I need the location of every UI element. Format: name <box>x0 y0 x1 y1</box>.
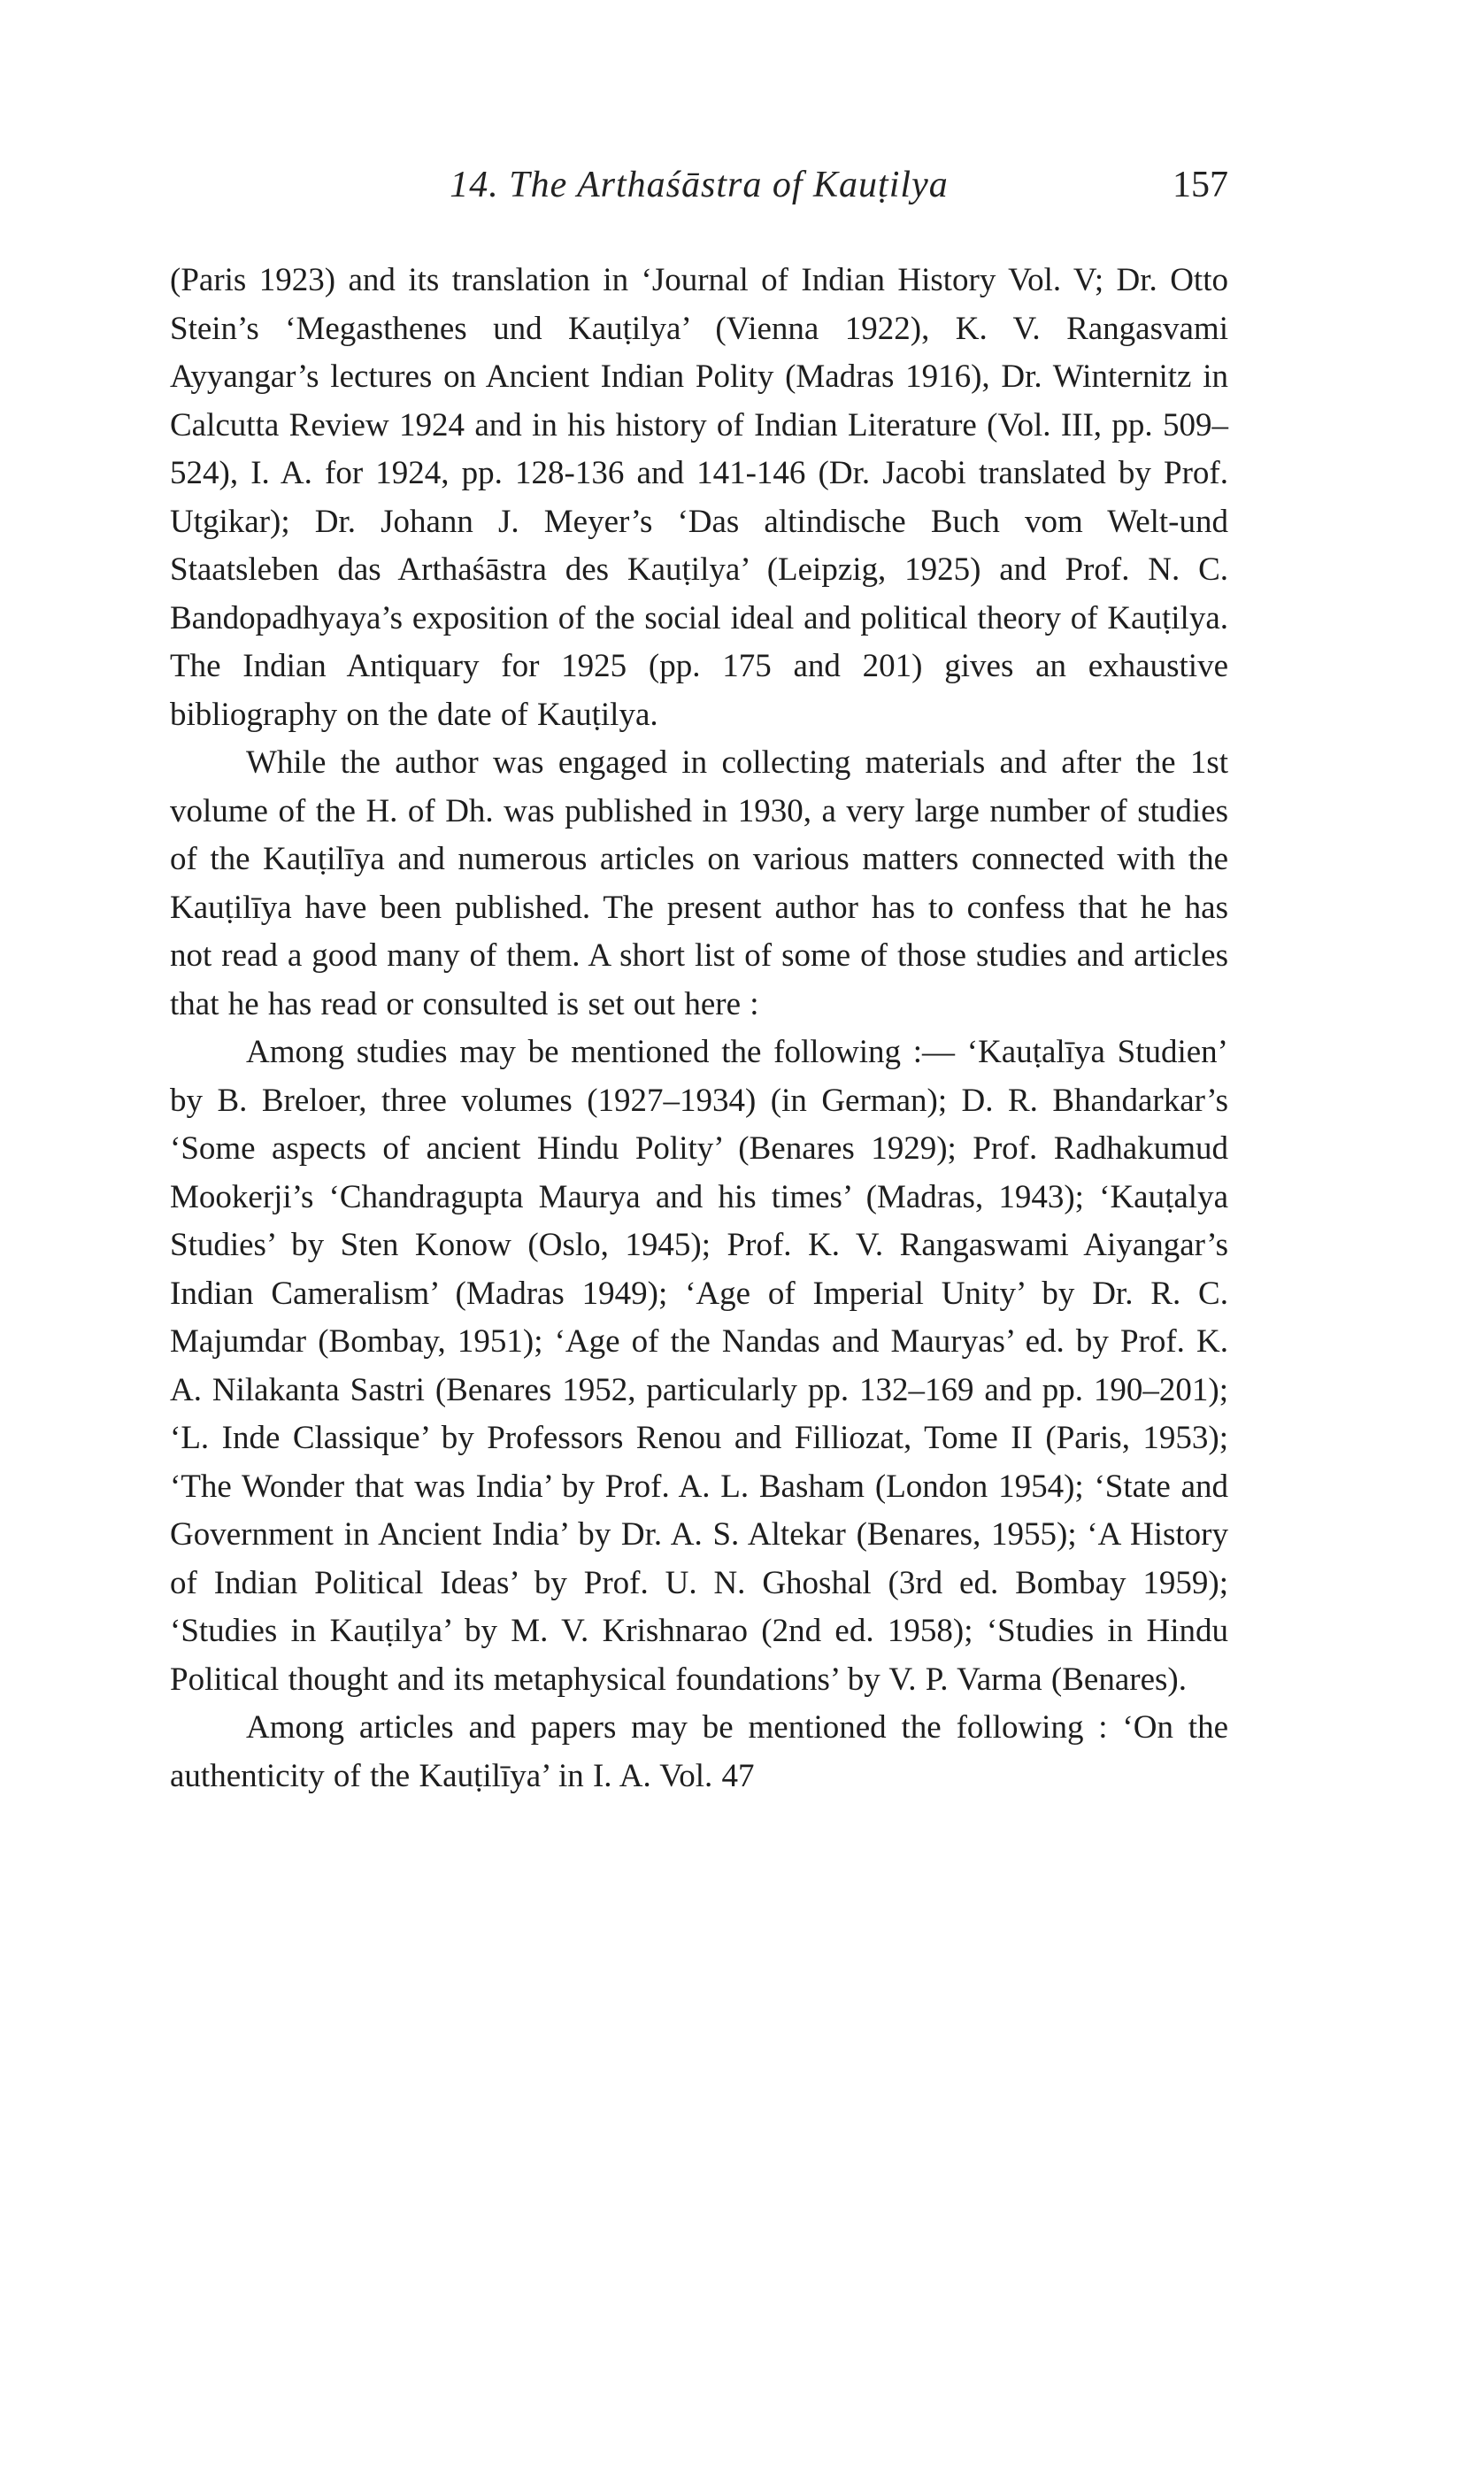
paragraph-bibliography-continued: (Paris 1923) and its translation in ‘Journal of Indian History Vol. V; Dr. Otto Stein’s ‘Megasthenes und Kauṭilya’ (Vienna 1922), K. V. Rangasvami Ayyangar’s lectures on Ancient Indian Polity (Madras 1916), Dr. Winternitz in Calcutta Review 1924 and in his history of Indian Literature (Vol. III, pp. 509–524), I. A. for 1924, pp. 128-136 and 141-146 (Dr. Jacobi translated by Prof. Utgikar); Dr. Johann J. Meyer’s ‘Das altindische Buch vom Welt-und Staatsleben das Arthaśāstra des Kauṭilya’ (Leipzig, 1925) and Prof. N. C. Bandopadhyaya’s exposition of the social ideal and political theory of Kauṭilya. The Indian Antiquary for 1925 (pp. 175 and 201) gives an exhaustive bibliography on the date of Kauṭilya. <box>170 262 1228 733</box>
running-head <box>170 164 1228 217</box>
page-number: 157 <box>1173 165 1228 205</box>
running-title: 14. The Arthaśāstra of Kauṭilya <box>450 165 949 205</box>
paragraph-articles-list: Among articles and papers may be mentioned the following : ‘On the authenticity of the Kauṭilīya’ in I. A. Vol. 47 <box>170 1709 1228 1794</box>
paragraph-studies-list: Among studies may be mentioned the following :— ‘Kauṭalīya Studien’ by B. Breloer, three volumes (1927–1934) (in German); D. R. Bhandarkar’s ‘Some aspects of ancient Hindu Polity’ (Benares 1929); Prof. Radhakumud Mookerji’s ‘Chandragupta Maurya and his times’ (Madras, 1943); ‘Kauṭalya Studies’ by Sten Konow (Oslo, 1945); Prof. K. V. Rangaswami Aiyangar’s Indian Cameralism’ (Madras 1949); ‘Age of Imperial Unity’ by Dr. R. C. Majumdar (Bombay, 1951); ‘Age of the Nandas and Mauryas’ ed. by Prof. K. A. Nilakanta Sastri (Benares 1952, particularly pp. 132–169 and pp. 190–201); ‘L. Inde Classique’ by Professors Renou and Filliozat, Tome II (Paris, 1953); ‘The Wonder that was India’ by Prof. A. L. Basham (London 1954); ‘State and Government in Ancient India’ by Dr. A. S. Altekar (Benares, 1955); ‘A History of Indian Political Ideas’ by Prof. U. N. Ghoshal (3rd ed. Bombay 1959); ‘Studies in Kauṭilya’ by M. V. Krishnarao (2nd ed. 1958); ‘Studies in Hindu Political thought and its metaphysical foundations’ by V. P. Varma (Benares). <box>170 1034 1228 1698</box>
body-text <box>170 257 1228 1800</box>
paragraph-recent-studies: While the author was engaged in collecting materials and after the 1st volume of the H. of Dh. was published in 1930, a very large number of studies of the Kauṭilīya and numerous articles on various matters connected with the Kauṭilīya have been published. The present author has to confess that he has not read a good many of them. A short list of some of those studies and articles that he has read or consulted is set out here : <box>170 744 1228 1022</box>
